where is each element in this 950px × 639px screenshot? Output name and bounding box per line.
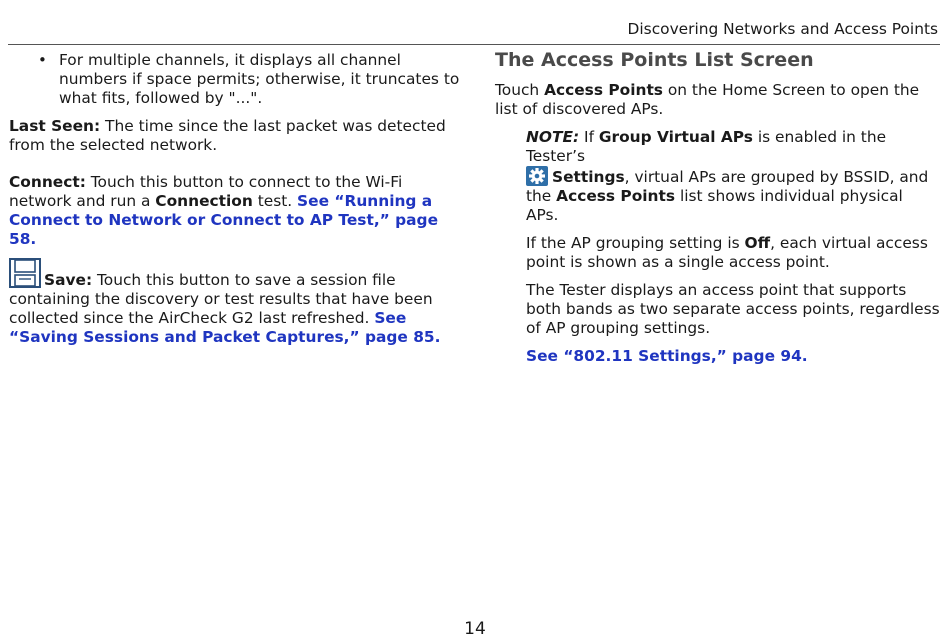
channel-bullet-text: For multiple channels, it displays all channel numbers if space permits; otherwise, it truncates to what fits, followed by "...". (59, 51, 460, 107)
note-text-3: , virtual APs are grouped by BSSID, and the (526, 168, 929, 205)
off-text-1: If the AP grouping setting is (526, 234, 745, 252)
save-label: Save: (44, 271, 93, 289)
access-points-term: Access Points (544, 81, 663, 99)
connect-text-2: test. (252, 192, 298, 210)
section-heading: The Access Points List Screen (495, 49, 814, 71)
note-text-2: is enabled in the Tester’s (526, 128, 887, 165)
note-label: NOTE: (526, 128, 580, 146)
connect-test-link[interactable]: See “Running a Connect to Network or Connect to AP Test,” page 58. (9, 192, 439, 248)
last-seen-label: Last Seen: (9, 117, 101, 135)
note-text-1: If (579, 128, 599, 146)
settings-term: Settings (552, 168, 625, 186)
right-column (495, 48, 940, 366)
intro-text-1: Touch (495, 81, 545, 99)
connection-term: Connection (155, 192, 253, 210)
see-settings-paragraph (526, 347, 940, 366)
save-text: Touch this button to save a session file containing the discovery or test results that have been collected since the AirCheck G2 last refreshed. (9, 271, 433, 327)
connect-text-1: Touch this button to connect to the Wi-Fi network and run a (9, 173, 403, 210)
connect-paragraph (9, 173, 464, 249)
last-seen-paragraph (9, 117, 464, 155)
left-column (9, 51, 464, 347)
settings-80211-link[interactable]: See “802.11 Settings,” page 94. (526, 347, 808, 365)
off-term: Off (744, 234, 771, 252)
saving-sessions-link[interactable]: See “Saving Sessions and Packet Captures,” page 85. (9, 309, 441, 346)
last-seen-text: The time since the last packet was detected from the selected network. (9, 117, 446, 154)
off-setting-paragraph (526, 234, 940, 272)
save-icon (9, 258, 41, 288)
channel-bullet (9, 51, 464, 108)
access-points-list-term: Access Points (556, 187, 676, 205)
note-paragraph (526, 128, 940, 225)
group-virtual-aps-term: Group Virtual APs (598, 128, 753, 146)
bands-paragraph: The Tester displays an access point that supports both bands as two separate access points, regardless of AP grouping settings. (526, 281, 940, 337)
gear-icon (526, 166, 548, 186)
note-block (495, 128, 940, 366)
intro-paragraph (495, 81, 940, 119)
connect-label: Connect: (9, 173, 86, 191)
page-number: 14 (464, 619, 486, 639)
running-header: Discovering Networks and Access Points (627, 20, 938, 38)
bullet-dot-icon: • (38, 51, 47, 69)
header-rule (8, 44, 940, 45)
note-text-4: list shows individual physical APs. (526, 187, 903, 224)
off-text-2: , each virtual access point is shown as a single access point. (526, 234, 928, 271)
intro-text-2: on the Home Screen to open the list of discovered APs. (495, 81, 920, 118)
save-paragraph (9, 258, 464, 347)
